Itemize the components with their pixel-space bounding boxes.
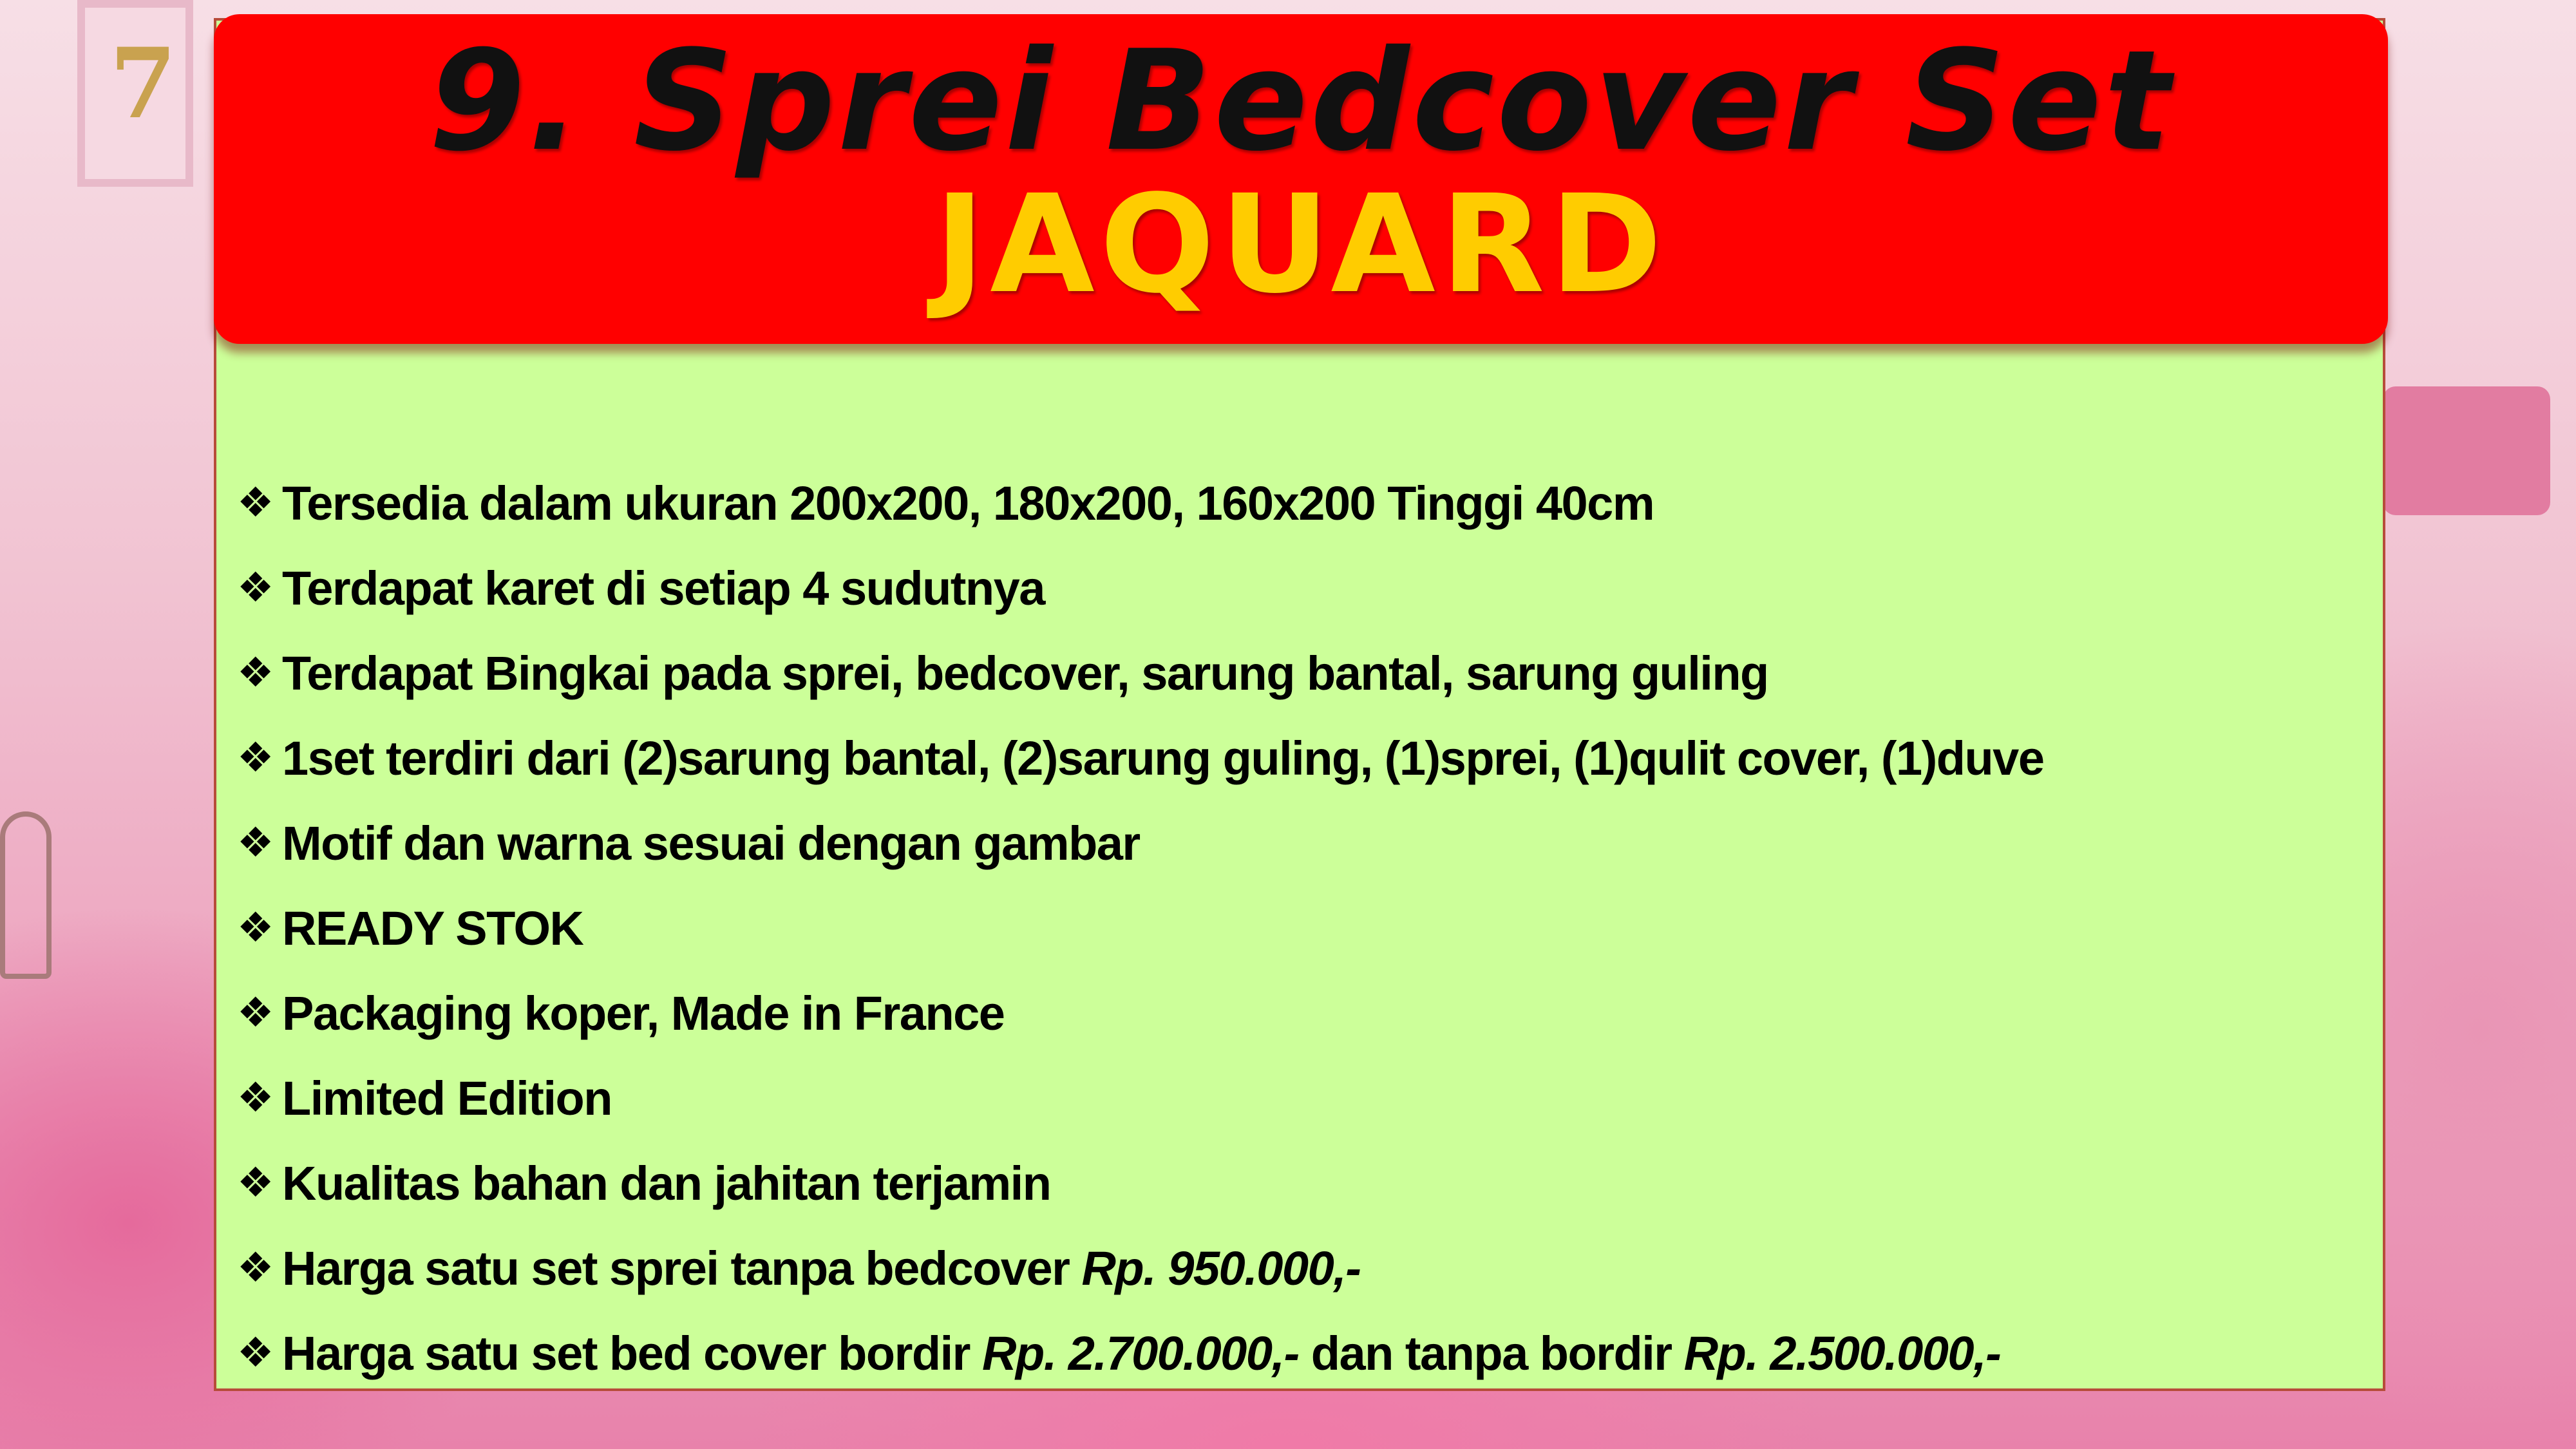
background-table [2383,386,2550,515]
background-wall-frame [77,0,193,187]
feature-item [237,1056,2362,1141]
diamond-bullet-icon: ❖ [237,734,273,782]
feature-item [237,800,2362,886]
feature-text: Tersedia dalam ukuran 200x200, 180x200, 160x200 Tinggi 40cm [282,476,1654,530]
diamond-bullet-icon: ❖ [237,649,273,697]
feature-text: Packaging koper, Made in France [282,986,1005,1040]
diamond-bullet-icon: ❖ [237,1329,273,1377]
feature-item [237,1141,2362,1226]
feature-item [237,971,2362,1056]
diamond-bullet-icon: ❖ [237,564,273,612]
feature-item [237,886,2362,971]
feature-text: Terdapat karet di setiap 4 sudutnya [282,561,1045,615]
feature-item [237,545,2362,630]
frame-number: 7 [109,27,177,140]
diamond-bullet-icon: ❖ [237,904,273,952]
diamond-bullet-icon: ❖ [237,1244,273,1292]
feature-text-2: dan tanpa bordir [1298,1326,1684,1380]
feature-text: Kualitas bahan dan jahitan terjamin [282,1156,1051,1210]
price-bordir: Rp. 2.700.000,- [982,1326,1299,1380]
feature-text: Motif dan warna sesuai dengan gambar [282,816,1140,870]
feature-item [237,630,2362,715]
diamond-bullet-icon: ❖ [237,1074,273,1122]
feature-text: Harga satu set sprei tanpa bedcover [282,1241,1082,1295]
title-banner [214,14,2388,344]
feature-item-price [237,1226,2362,1311]
feature-text: Limited Edition [282,1071,612,1125]
price-sprei: Rp. 950.000,- [1081,1241,1361,1295]
feature-text: READY STOK [282,901,583,955]
feature-text: Harga satu set bed cover bordir [282,1326,983,1380]
background-chair [0,811,52,979]
feature-text: 1set terdiri dari (2)sarung bantal, (2)sarung guling, (1)sprei, (1)qulit cover, (1)duve [282,731,2044,785]
diamond-bullet-icon: ❖ [237,819,273,867]
feature-item [237,715,2362,800]
price-tanpa-bordir: Rp. 2.500.000,- [1683,1326,2001,1380]
feature-item-price [237,1311,2362,1396]
feature-text: Terdapat Bingkai pada sprei, bedcover, sarung bantal, sarung guling [282,646,1768,700]
feature-item [237,460,2362,545]
feature-list [237,460,2362,1396]
diamond-bullet-icon: ❖ [237,479,273,527]
diamond-bullet-icon: ❖ [237,1159,273,1207]
page-subtitle: JAQUARD [934,166,1667,323]
diamond-bullet-icon: ❖ [237,989,273,1037]
page-title: 9. Sprei Bedcover Set [428,20,2174,182]
